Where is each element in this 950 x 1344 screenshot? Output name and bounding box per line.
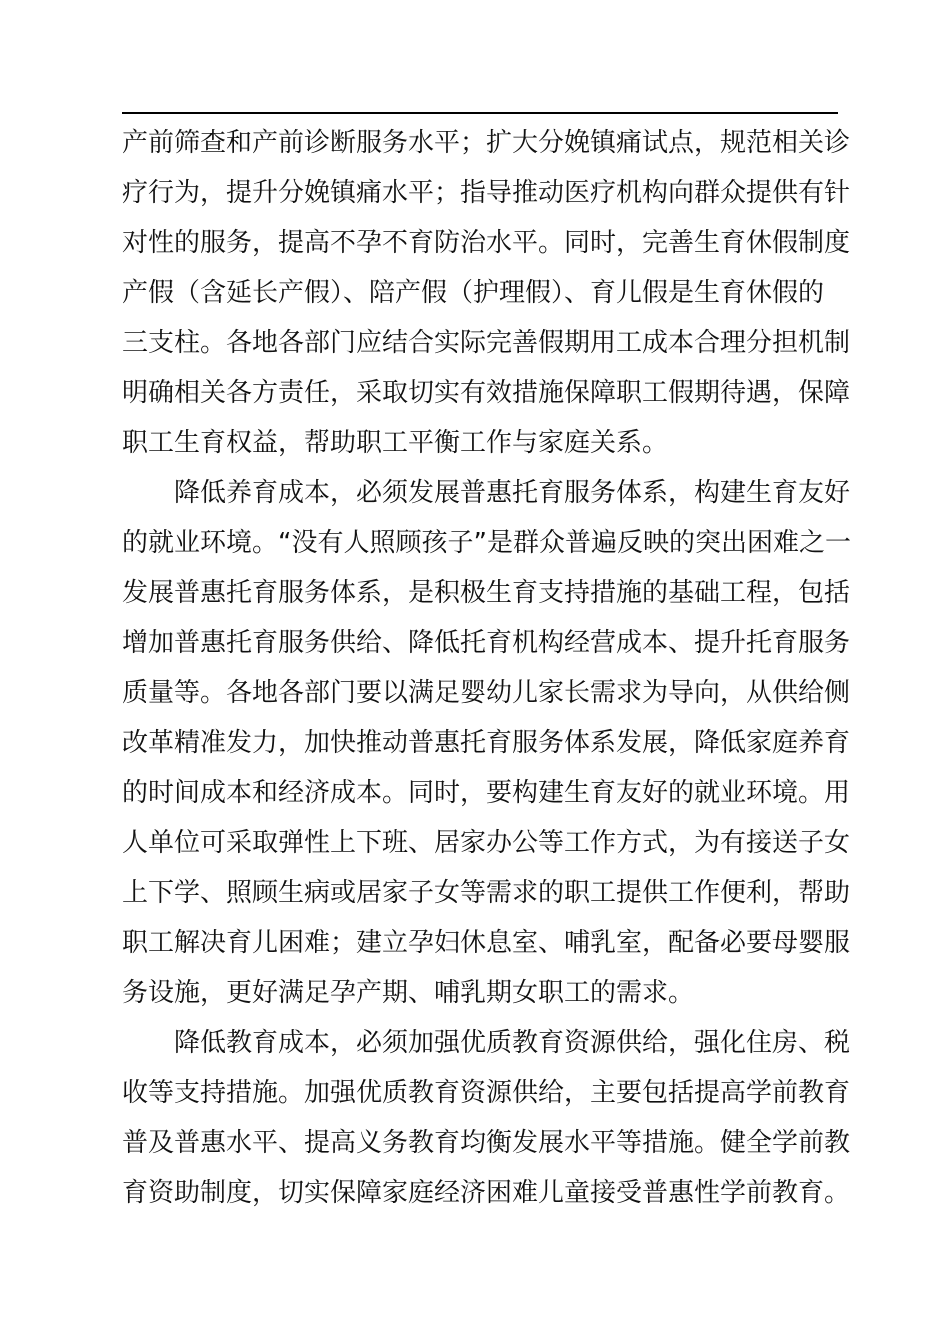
text-line: 产假（含延长产假）、陪产假（护理假）、育儿假是生育休假的	[122, 278, 825, 308]
paragraph-first-line: 降低养育成本，必须发展普惠托育服务体系，构建生育友好	[174, 478, 851, 508]
text-line: 明确相关各方责任，采取切实有效措施保障职工假期待遇，保障	[122, 378, 851, 408]
text-line: 人单位可采取弹性上下班、居家办公等工作方式，为有接送子女	[122, 828, 851, 858]
text-line: 的就业环境。“没有人照顾孩子”是群众普遍反映的突出困难之一	[122, 528, 851, 558]
text-line: 普及普惠水平、提高义务教育均衡发展水平等措施。健全学前教	[122, 1128, 851, 1158]
text-line: 上下学、照顾生病或居家子女等需求的职工提供工作便利，帮助	[122, 878, 851, 908]
text-line: 的时间成本和经济成本。同时，要构建生育友好的就业环境。用	[122, 778, 851, 808]
text-line: 质量等。各地各部门要以满足婴幼儿家长需求为导向，从供给侧	[122, 678, 851, 708]
text-line: 疗行为，提升分娩镇痛水平；指导推动医疗机构向群众提供有针	[122, 178, 851, 208]
text-line: 务设施，更好满足孕产期、哺乳期女职工的需求。	[122, 978, 695, 1008]
text-line: 育资助制度，切实保障家庭经济困难儿童接受普惠性学前教育。	[122, 1178, 851, 1208]
text-line: 对性的服务，提高不孕不育防治水平。同时，完善生育休假制度	[122, 228, 851, 258]
text-line: 收等支持措施。加强优质教育资源供给，主要包括提高学前教育	[122, 1078, 851, 1108]
document-body	[122, 118, 851, 1218]
text-line: 发展普惠托育服务体系，是积极生育支持措施的基础工程，包括	[122, 578, 851, 608]
header-rule	[122, 112, 838, 114]
text-line: 产前筛查和产前诊断服务水平；扩大分娩镇痛试点，规范相关诊	[122, 128, 851, 158]
text-line: 改革精准发力，加快推动普惠托育服务体系发展，降低家庭养育	[122, 728, 851, 758]
paragraph-first-line: 降低教育成本，必须加强优质教育资源供给，强化住房、税	[174, 1028, 851, 1058]
text-line: 三支柱。各地各部门应结合实际完善假期用工成本合理分担机制	[122, 328, 851, 358]
text-line: 职工解决育儿困难；建立孕妇休息室、哺乳室，配备必要母婴服	[122, 928, 851, 958]
text-line: 职工生育权益，帮助职工平衡工作与家庭关系。	[122, 428, 669, 458]
text-line: 增加普惠托育服务供给、降低托育机构经营成本、提升托育服务	[122, 628, 851, 658]
